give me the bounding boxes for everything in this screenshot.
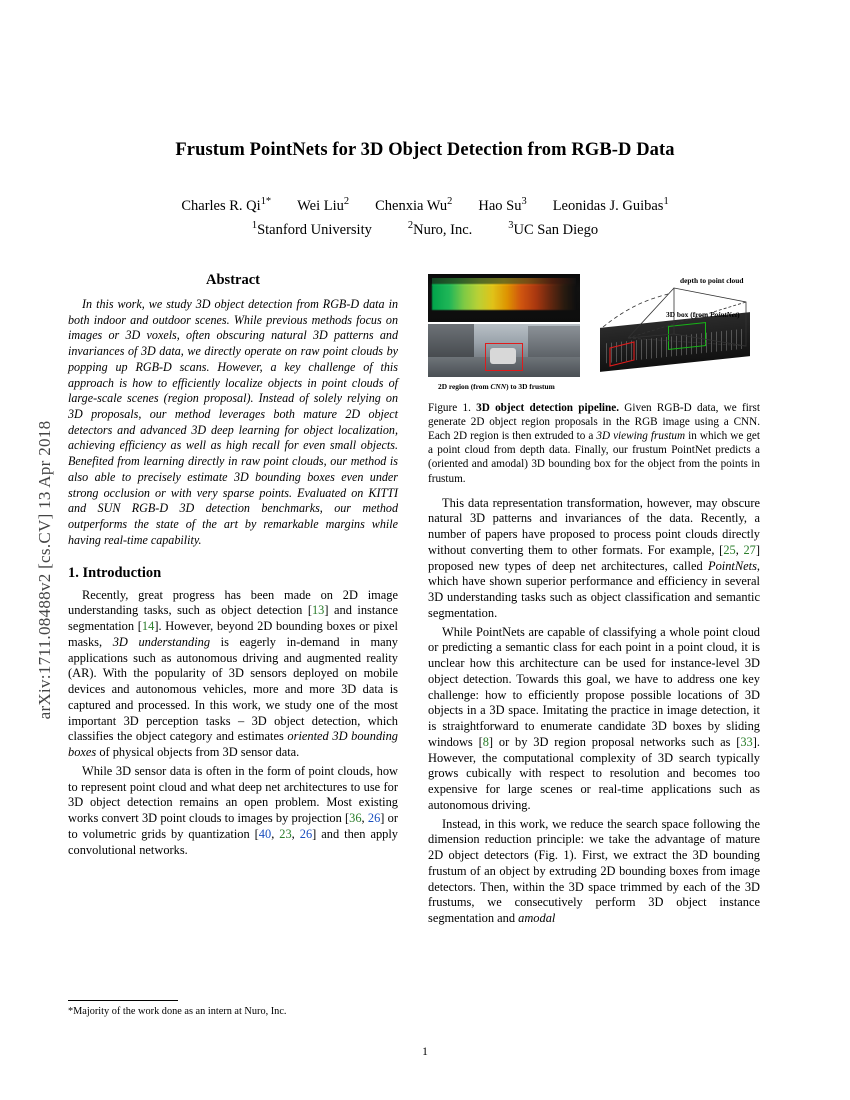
intro-emphasis-oriented-boxes: oriented 3D bounding boxes [68, 729, 398, 759]
right-column [428, 272, 760, 930]
author: Hao Su$^3$ [478, 196, 527, 214]
figure-1 [428, 272, 760, 486]
intro-emphasis-3d-understanding: 3D understanding [112, 634, 211, 649]
right-paragraph-3: Instead, in this work, we reduce the search space following the dimension reduction principle: we take the advantage of mature 2D object detectors (Fig. 1). First, we extract the 3D bounding frustum of an object by extruding 2D bounding boxes from image detectors. Then, within the 3D space trimmed by each of the 3D frustums, we consecutively perform 3D object instance segmentation and amodal [428, 816, 760, 926]
affiliation: $^1$Stanford University [251, 220, 372, 238]
citation-14[interactable]: 14 [141, 619, 155, 633]
figure-1-image [428, 272, 760, 397]
abstract-heading: Abstract [206, 272, 260, 288]
citation-26a[interactable]: 26 [367, 811, 381, 825]
citation-26b[interactable]: 26 [299, 826, 313, 841]
citation-40[interactable]: 40 [258, 826, 272, 841]
citation-25[interactable]: 25 [723, 542, 736, 557]
figure-1-caption: Figure 1. 3D object detection pipeline. Given RGB-D data, we first generate 2D object region proposals in the RGB image using a CNN. Each 2D region is then extruded to a 3D viewing frustum in which we get a point cloud from depth data. Finally, our frustum PointNet predicts a (oriented and amodal) 3D bounding box for the object from the points in frustum. [428, 402, 760, 485]
introduction-heading: 1. Introduction [68, 564, 162, 581]
left-column [68, 272, 398, 861]
citation-23[interactable]: 23 [279, 826, 292, 841]
citation-27[interactable]: 27 [743, 542, 756, 557]
author-list [60, 196, 790, 215]
label-2d-region-to-frustum: 2D region (from CNN) to 3D frustum [438, 382, 555, 391]
citation-8[interactable]: 8 [482, 734, 489, 749]
frustum-diagram-icon [428, 272, 760, 397]
author: Wei Liu$^2$ [297, 196, 350, 214]
abstract-text: In this work, we study 3D object detection from RGB-D data in both indoor and outdoor scenes. While previous methods focus on images or 3D voxels, often obscuring natural 3D patterns and invariances of 3D data, we directly operate on raw point clouds by popping up RGB-D scans. However, a key challenge of this approach is how to efficiently localize objects in point clouds of large-scale scenes (region proposal). Instead of solely relying on 3D proposals, our method leverages both mature 2D object detectors and advanced 3D deep learning for object localization, achieving efficiency as well as high recall for even small objects. Benefited from learning directly in raw point clouds, our method is also able to precisely estimate 3D bounding boxes even under strong occlusion or with very sparse points. Evaluated on KITTI and SUN RGB-D 3D detection benchmarks, our method outperforms the state of the art by remarkable margins while having real-time capability. [68, 297, 398, 547]
label-3d-box: 3D box (from PointNet) [666, 310, 740, 319]
affiliation-list [60, 220, 790, 239]
page-number: 1 [422, 1046, 428, 1058]
citation-13[interactable]: 13 [311, 603, 325, 618]
author: Charles R. $Qi^{1*}$ [181, 196, 272, 214]
affiliation: $^3$UC San Diego [508, 220, 599, 238]
intro-paragraph-1: Recently, great progress has been made on 2D image understanding tasks, such as object detection [13] and instance segmentation [14]. However, beyond 2D bounding boxes or pixel masks, 3D understanding is eagerly in-demand in many applications such as autonomous driving and augmented reality (AR). With the popularity of 3D sensors deployed on mobile devices and autonomous vehicles, more and more 3D data is captured and processed. In this work, we study one of the most important 3D perception tasks – 3D object detection, which classifies the object category and estimates oriented 3D bounding boxes of physical objects from 3D sensor data. [68, 587, 399, 759]
right-paragraph-1: This data representation transformation, however, may obscure natural 3D patterns and invariances of the data. Recently, a number of papers have proposed to process point clouds directly without converting them to other formats. For example, [25, 27] proposed new types of deep net architectures, called PointNets, which have shown superior performance and efficiency in several 3D understanding tasks such as object classification and semantic segmentation. [428, 495, 761, 620]
author: Chenxia Wu$^2$ [375, 196, 453, 214]
intro-paragraph-2: While 3D sensor data is often in the form of point clouds, how to represent point cloud and what deep net architectures to use for 3D object detection remains an open problem. Most existing works convert 3D point clouds to images by projection [36, 26] or to volumetric grids by quantization [40, 23, 26] and then apply convolutional networks. [68, 763, 398, 857]
footnote-text: *Majority of the work done as an intern at Nuro, Inc. [68, 1006, 287, 1017]
page-title: Frustum PointNets for 3D Object Detection from RGB-D Data [175, 140, 675, 160]
author: Leonidas J. Guibas$^1$ [552, 196, 669, 214]
arxiv-stamp: arXiv:1711.08488v2 [cs.CV] 13 Apr 2018 [35, 420, 54, 720]
citation-36[interactable]: 36 [349, 811, 362, 825]
right-paragraph-2: While PointNets are capable of classifying a whole point cloud or predicting a semantic class for each point in a point cloud, it is unclear how this architecture can be used for instance-level 3D object detection. Towards this goal, we have to address one key challenge: how to efficiently propose possible locations of 3D objects in a 3D space. Imitating the practice in image detection, it is straightforward to enumerate candidate 3D boxes by sliding windows [8] or by 3D region proposal networks such as [33]. However, the computational complexity of 3D search typically grows cubically with respect to resolution and becomes too expensive for large scenes or real-time applications such as autonomous driving. [428, 624, 760, 812]
affiliation: $^2$Nuro, Inc. [407, 220, 473, 238]
footnote-rule [68, 1000, 178, 1001]
footnote [68, 1000, 398, 1019]
citation-33[interactable]: 33 [740, 734, 753, 749]
label-depth-to-point-cloud: depth to point cloud [680, 276, 744, 285]
